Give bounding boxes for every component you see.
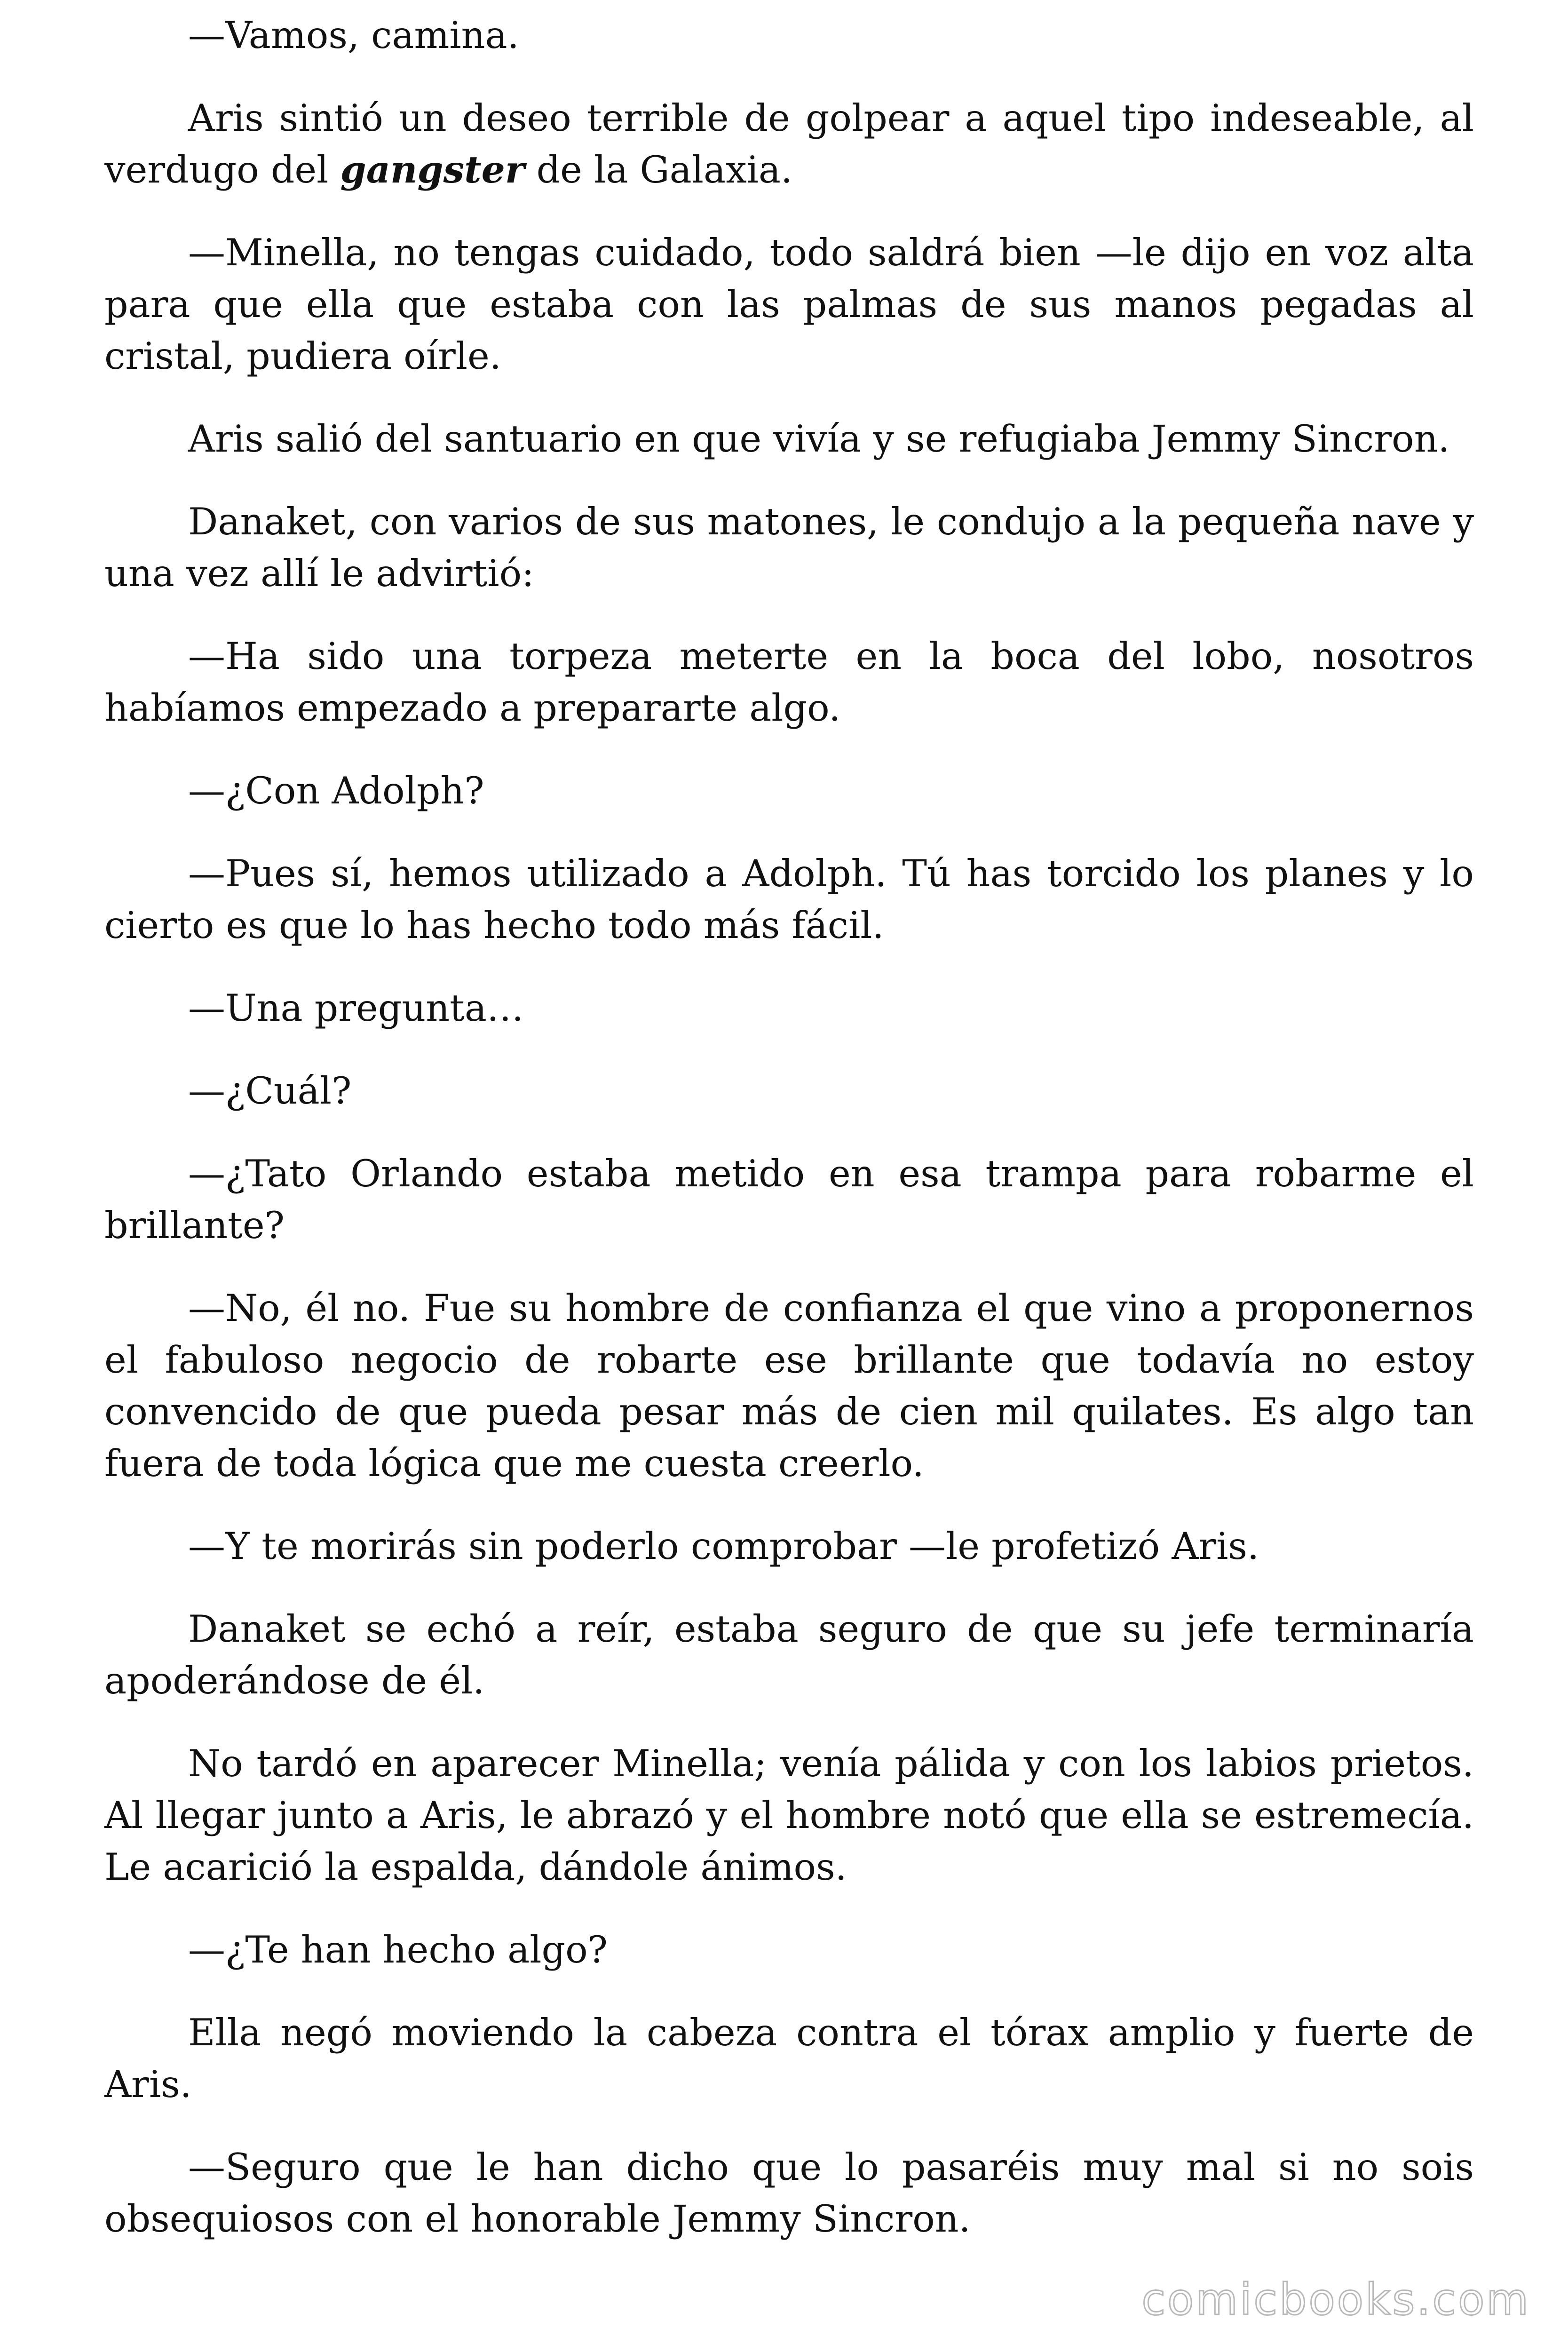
emphasis-gangster: gangster — [340, 148, 525, 191]
paragraph-12: —No, él no. Fue su hombre de confianza el que vino a proponernos el fabuloso negocio de robarte ese brillante que todavía no estoy convencido de que pueda pesar más de cien mil quilates. Es algo tan fuera de toda lógica que me cuesta creerlo. — [104, 1287, 1474, 1485]
paragraph-2 — [104, 92, 1474, 196]
paragraph-10: —¿Cuál? — [188, 1069, 352, 1112]
paragraph-5: Danaket, con varios de sus matones, le condujo a la pequeña nave y una vez allí le advirtió: — [104, 500, 1474, 595]
paragraph-14: Danaket se echó a reír, estaba seguro de que su jefe terminaría apoderándose de él. — [104, 1607, 1474, 1702]
paragraph-4: Aris salió del santuario en que vivía y se refugiaba Jemmy Sincron. — [188, 417, 1450, 461]
paragraph-8: —Pues sí, hemos utilizado a Adolph. Tú has torcido los planes y lo cierto es que lo has hecho todo más fácil. — [104, 852, 1474, 947]
paragraph-11: —¿Tato Orlando estaba metido en esa trampa para robarme el brillante? — [104, 1152, 1474, 1247]
paragraph-6: —Ha sido una torpeza meterte en la boca del lobo, nosotros habíamos empezado a prepararte algo. — [104, 635, 1474, 730]
paragraph-3: —Minella, no tengas cuidado, todo saldrá bien —le dijo en voz alta para que ella que estaba con las palmas de sus manos pegadas al cristal, pudiera oírle. — [104, 231, 1474, 378]
paragraph-18: —Seguro que le han dicho que lo pasaréis muy mal si no sois obsequiosos con el honorable Jemmy Sincron. — [104, 2145, 1474, 2241]
paragraph-2-text: Aris sintió un deseo terrible de golpear a aquel tipo indeseable, al verdugo del — [104, 96, 1474, 191]
paragraph-15: No tardó en aparecer Minella; venía pálida y con los labios prietos. Al llegar junto a Aris, le abrazó y el hombre notó que ella se estremecía. Le acarició la espalda, dándole ánimos. — [104, 1742, 1474, 1889]
paragraph-9: —Una pregunta… — [188, 986, 524, 1030]
watermark: comicbooks.com — [1141, 2274, 1530, 2325]
paragraph-1: —Vamos, camina. — [188, 14, 519, 57]
paragraph-2-end: de la Galaxia. — [524, 148, 793, 191]
paragraph-13: —Y te morirás sin poderlo comprobar —le profetizó Aris. — [188, 1525, 1259, 1568]
paragraph-16: —¿Te han hecho algo? — [188, 1928, 608, 1971]
paragraph-7: —¿Con Adolph? — [188, 769, 484, 812]
paragraph-17: Ella negó moviendo la cabeza contra el tórax amplio y fuerte de Aris. — [104, 2011, 1474, 2106]
